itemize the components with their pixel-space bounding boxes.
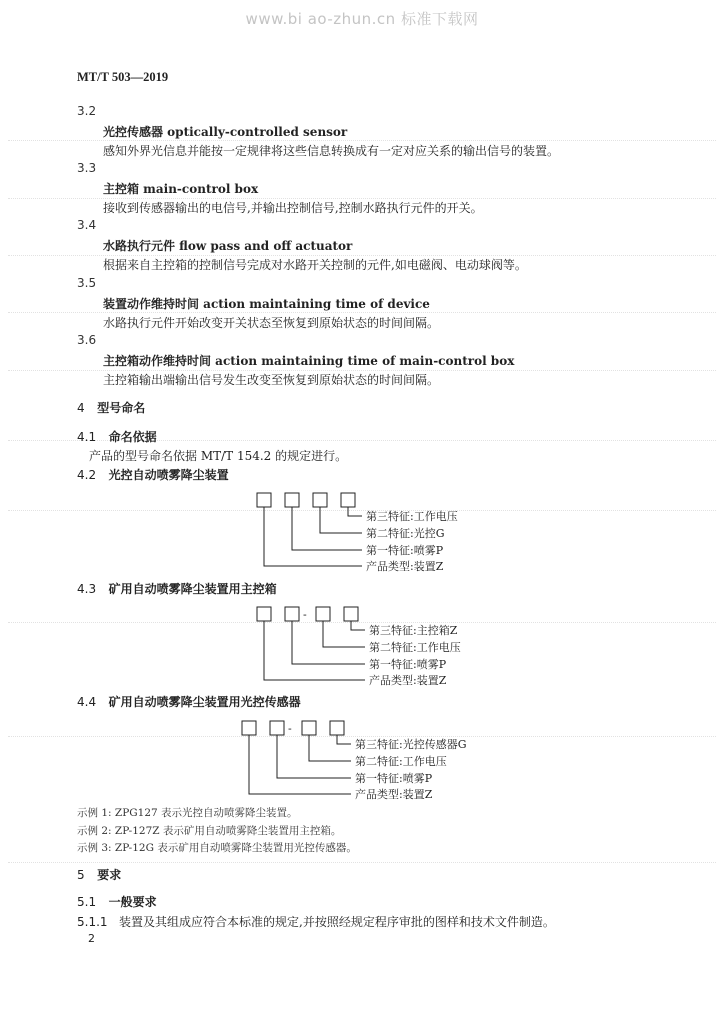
section-title: 要求 — [97, 868, 122, 882]
code-box — [285, 493, 299, 507]
clause-number: 5.1.1 — [77, 915, 108, 929]
feature-label: 第一特征:喷雾P — [369, 658, 447, 671]
subsection-heading — [77, 466, 229, 483]
connector-line — [337, 735, 351, 744]
scan-line — [8, 862, 716, 863]
term-definition: 水路执行元件开始改变开关状态至恢复到原始状态的时间间隔。 — [103, 316, 440, 330]
term-definition: 根据来自主控箱的控制信号完成对水路开关控制的元件,如电磁阀、电动球阀等。 — [103, 258, 527, 272]
term-number: 3.6 — [77, 333, 97, 347]
example-note: 示例 2: ZP-127Z 表示矿用自动喷雾降尘装置用主控箱。 — [77, 825, 342, 837]
term-title: 装置动作维持时间 action maintaining time of device — [103, 297, 430, 311]
subsection-heading — [77, 580, 277, 597]
section-heading — [77, 399, 145, 416]
watermark: www.bi ao-zhun.cn 标准下载网 — [245, 10, 479, 28]
subsection-number: 4.4 — [77, 695, 97, 709]
section-number: 5 — [77, 868, 85, 882]
model-naming-diagram — [240, 602, 540, 692]
clause — [77, 913, 555, 930]
subsection-heading — [77, 893, 157, 910]
scan-line — [8, 312, 716, 313]
term-definition: 感知外界光信息并能按一定规律将这些信息转换成有一定对应关系的输出信号的装置。 — [103, 144, 560, 158]
code-box — [257, 607, 271, 621]
subsection-title: 光控自动喷雾降尘装置 — [108, 468, 229, 482]
term-number: 3.4 — [77, 218, 97, 232]
feature-label: 第三特征:工作电压 — [366, 510, 458, 523]
term-definition: 主控箱输出端输出信号发生改变至恢复到原始状态的时间间隔。 — [103, 373, 440, 387]
code-box — [270, 721, 284, 735]
code-box — [257, 493, 271, 507]
subsection-heading — [77, 693, 301, 710]
term-title: 水路执行元件 flow pass and off actuator — [103, 239, 353, 253]
subsection-title: 一般要求 — [108, 895, 157, 909]
model-naming-diagram — [225, 716, 525, 806]
connector-line — [264, 621, 365, 680]
connector-line — [277, 735, 351, 778]
feature-label: 第一特征:喷雾P — [355, 772, 433, 785]
clause-text: 装置及其组成应符合本标准的规定,并按照经规定程序审批的图样和技术文件制造。 — [119, 915, 555, 929]
connector-line — [309, 735, 351, 761]
paragraph: 产品的型号命名依据 MT/T 154.2 的规定进行。 — [89, 449, 348, 463]
section-heading — [77, 866, 121, 883]
connector-line — [320, 507, 362, 533]
code-box — [313, 493, 327, 507]
code-box — [285, 607, 299, 621]
feature-label: 第三特征:光控传感器G — [355, 738, 467, 751]
section-title: 型号命名 — [97, 401, 146, 415]
subsection-title: 命名依据 — [108, 430, 157, 444]
term-definition: 接收到传感器输出的电信号,并输出控制信号,控制水路执行元件的开关。 — [103, 201, 483, 215]
example-note: 示例 3: ZP-12G 表示矿用自动喷雾降尘装置用光控传感器。 — [77, 842, 357, 854]
feature-label: 第二特征:工作电压 — [355, 755, 447, 768]
code-box — [316, 607, 330, 621]
feature-label: 第二特征:光控G — [366, 527, 445, 540]
term-number: 3.2 — [77, 104, 97, 118]
code-box — [330, 721, 344, 735]
code-box — [242, 721, 256, 735]
term-title: 光控传感器 optically-controlled sensor — [103, 125, 348, 139]
hyphen-separator: - — [288, 722, 292, 735]
code-box — [344, 607, 358, 621]
subsection-title: 矿用自动喷雾降尘装置用光控传感器 — [108, 695, 301, 709]
document-header: MT/T 503—2019 — [77, 70, 169, 84]
code-box — [341, 493, 355, 507]
feature-label: 第三特征:主控箱Z — [369, 624, 458, 637]
connector-line — [323, 621, 365, 647]
subsection-number: 4.3 — [77, 582, 97, 596]
term-number: 3.5 — [77, 276, 97, 290]
subsection-heading — [77, 428, 157, 445]
example-note: 示例 1: ZPG127 表示光控自动喷雾降尘装置。 — [77, 807, 298, 819]
feature-label: 产品类型:装置Z — [366, 560, 444, 573]
model-naming-diagram — [240, 488, 540, 578]
connector-line — [249, 735, 351, 794]
page-number: 2 — [88, 932, 95, 945]
connector-line — [292, 507, 362, 550]
subsection-number: 4.1 — [77, 430, 97, 444]
connector-line — [351, 621, 365, 630]
term-title: 主控箱 main-control box — [103, 182, 259, 196]
code-box — [302, 721, 316, 735]
section-number: 4 — [77, 401, 85, 415]
subsection-number: 4.2 — [77, 468, 97, 482]
hyphen-separator: - — [303, 608, 307, 621]
connector-line — [348, 507, 362, 516]
feature-label: 第二特征:工作电压 — [369, 641, 461, 654]
scan-line — [8, 140, 716, 141]
feature-label: 第一特征:喷雾P — [366, 544, 444, 557]
subsection-number: 5.1 — [77, 895, 97, 909]
connector-line — [292, 621, 365, 664]
term-number: 3.3 — [77, 161, 97, 175]
feature-label: 产品类型:装置Z — [355, 788, 433, 801]
connector-line — [264, 507, 362, 566]
feature-label: 产品类型:装置Z — [369, 674, 447, 687]
term-title: 主控箱动作维持时间 action maintaining time of main-control box — [103, 354, 515, 368]
subsection-title: 矿用自动喷雾降尘装置用主控箱 — [108, 582, 277, 596]
